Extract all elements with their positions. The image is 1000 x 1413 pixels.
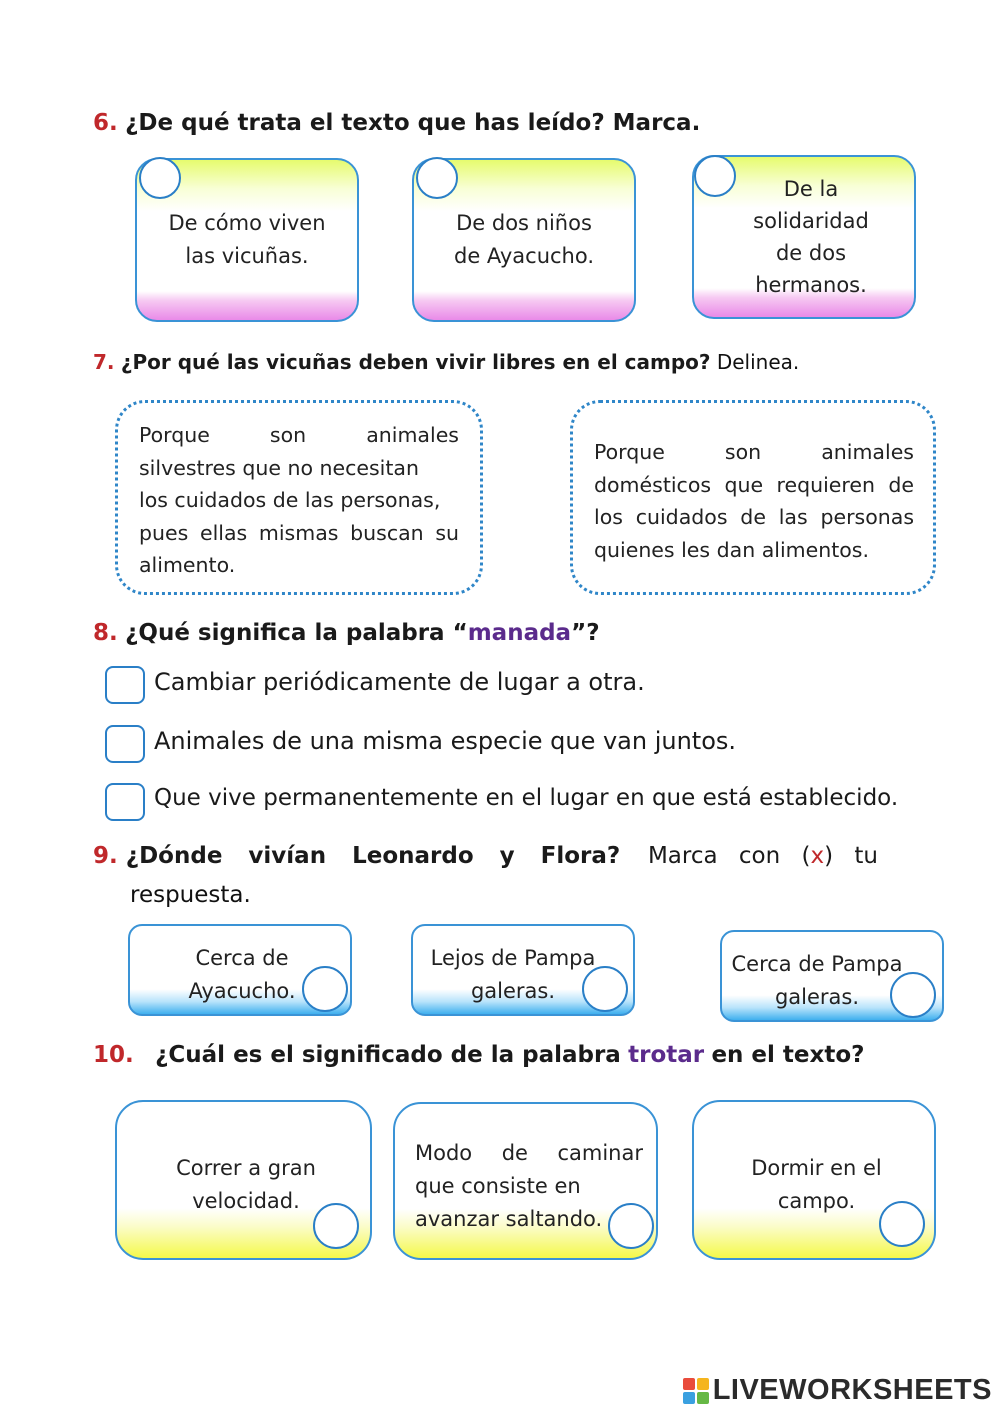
q10-heading — [93, 1042, 865, 1068]
q9-mark: x — [810, 843, 825, 869]
q7-option-2-line4: quienes les dan alimentos. — [594, 537, 870, 562]
q10-option-2-line3: avanzar saltando. — [415, 1207, 603, 1231]
q7-number: 7. — [93, 350, 115, 374]
q9-instruction-before: Marca con ( — [647, 843, 811, 869]
liveworksheets-logo-icon — [683, 1378, 709, 1404]
q7-option-1-line3: los cuidados de las personas, — [139, 488, 441, 512]
q10-option-2-line2: que consiste en — [415, 1174, 581, 1198]
q6-option-1-line1: De cómo viven — [168, 211, 326, 235]
q8-text-before: ¿Qué significa la palabra “ — [125, 620, 468, 646]
q10-option-3-radio[interactable] — [879, 1201, 925, 1247]
q6-option-1-radio[interactable] — [139, 157, 181, 199]
q6-option-3-line2: solidaridad — [753, 209, 869, 233]
q10-option-1-line1: Correr a gran — [176, 1156, 316, 1180]
q10-option-3-line1: Dormir en el — [751, 1156, 882, 1180]
q8-keyword: manada — [467, 620, 572, 646]
q10-option-3-line2: campo. — [777, 1189, 856, 1213]
q6-option-3-line3: de dos — [775, 241, 847, 265]
q9-text — [126, 843, 878, 869]
q6-option-3-line4: hermanos. — [755, 273, 867, 297]
q8-option-3-label: Que vive permanentemente en el lugar en que está establecido. — [154, 785, 899, 811]
q10-option-2-radio[interactable] — [608, 1203, 654, 1249]
q7-option-1-line1: Porque son animales — [139, 423, 459, 447]
q8-text-after: ”? — [571, 620, 600, 646]
q9-option-3-line2: galeras. — [774, 985, 860, 1009]
q9-option-1-line1: Cerca de — [195, 946, 289, 970]
q10-number: 10. — [93, 1042, 134, 1068]
q6-option-2-line1: De dos niños — [456, 211, 592, 235]
q8-option-3-checkbox[interactable] — [105, 783, 145, 821]
q8-option-1-label: Cambiar periódicamente de lugar a otra. — [154, 668, 645, 696]
liveworksheets-brand: LIVEWORKSHEETS — [712, 1374, 992, 1406]
q9-option-2-line1: Lejos de Pampa — [430, 946, 596, 970]
q7-option-2-line2: domésticos que requieren de — [594, 472, 914, 497]
q7-option-2[interactable] — [570, 400, 936, 595]
q6-text: ¿De qué trata el texto que has leído? Marca. — [125, 110, 701, 136]
q9-option-2-line2: galeras. — [470, 979, 556, 1003]
q9-question: ¿Dónde vivían Leonardo y Flora? — [125, 843, 621, 869]
q8-option-2-label: Animales de una misma especie que van juntos. — [154, 727, 737, 755]
q6-option-2-radio[interactable] — [416, 157, 458, 199]
q7-option-1-line5: alimento. — [139, 553, 236, 577]
q8-heading — [93, 620, 600, 646]
q7-instruction: Delinea. — [716, 350, 800, 374]
q8-option-1-checkbox[interactable] — [105, 666, 145, 704]
q8-option-2-checkbox[interactable] — [105, 725, 145, 763]
q9-instruction — [648, 843, 878, 869]
q7-text: ¿Por qué las vicuñas deben vivir libres en el campo? — [120, 350, 711, 374]
q7-option-1-line2: silvestres que no necesitan — [139, 455, 419, 480]
q10-option-1-radio[interactable] — [313, 1203, 359, 1249]
q7-option-1-line4: pues ellas mismas buscan su — [139, 520, 459, 545]
q10-option-1-line2: velocidad. — [192, 1189, 300, 1213]
q9-heading-line2: respuesta. — [130, 882, 251, 908]
liveworksheets-logo — [683, 1374, 992, 1407]
q10-keyword: trotar — [628, 1042, 705, 1068]
q9-option-3-line1: Cerca de Pampa — [731, 952, 903, 976]
q7-heading — [93, 350, 799, 374]
q10-option-2-line1: Modo de caminar — [415, 1141, 643, 1165]
q6-heading — [93, 110, 700, 136]
q7-option-1[interactable] — [115, 400, 483, 595]
q6-option-1-line2: las vicuñas. — [185, 244, 309, 268]
q6-option-3-line1: De la — [783, 177, 839, 201]
q9-option-1-radio[interactable] — [302, 966, 348, 1012]
q7-option-2-line3: los cuidados de las personas — [594, 505, 914, 529]
q9-option-3-radio[interactable] — [890, 972, 936, 1018]
q9-option-1-line2: Ayacucho. — [188, 979, 296, 1003]
q6-number: 6. — [93, 110, 118, 136]
q9-heading — [93, 843, 878, 869]
q7-option-2-line1: Porque son animales — [594, 440, 914, 464]
q10-text-after: en el texto? — [711, 1042, 865, 1068]
q10-text-before: ¿Cuál es el significado de la palabra — [155, 1042, 621, 1068]
q6-option-3-radio[interactable] — [694, 155, 736, 197]
q6-option-2-line2: de Ayacucho. — [453, 244, 595, 268]
q9-instruction-after: ) tu — [824, 843, 878, 869]
q9-option-2-radio[interactable] — [582, 966, 628, 1012]
q8-number: 8. — [93, 620, 118, 646]
q9-number: 9. — [93, 843, 118, 869]
